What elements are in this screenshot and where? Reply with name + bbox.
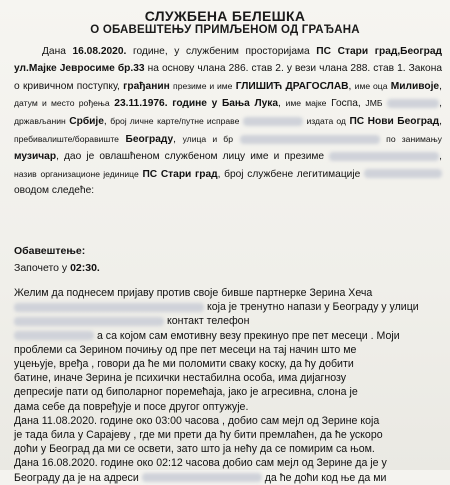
redacted-street [240, 135, 380, 144]
date-value: 16.08.2020. [72, 46, 127, 57]
station-value: ПС Стари град,Београд [316, 46, 442, 57]
document-subtitle: О ОБАВЕШТЕЊУ ПРИМЉЕНОМ ОД ГРАЂАНА [90, 24, 360, 36]
started-time: 02:30. [70, 262, 100, 274]
redacted-street-2 [14, 317, 164, 326]
mother-value: Госпа [331, 98, 358, 110]
city-value: Београду [125, 133, 174, 145]
redacted-line [14, 303, 204, 312]
address-value: ул.Мајке Јевросиме бр.33 [14, 62, 145, 74]
started-line: Започето у 02:30. [14, 262, 100, 274]
statement-text: Желим да поднесем пријаву против своје бивше партнерке Зерина Хеча која је тренутно напази у Београду у улици контакт телефон а са којом сам емотивну везу прекинуо пре пет месеци . Моји проблеми са Зерином почињу од пре пет месеци на тај начин што ме уцењује, вређа , говори да ће ми поломити сваку коску, да ћу добити батине, иначе Зерина је психички нестабилна особа, има дијагнозу депресије пати од биполарног поремећаја, јако је агресивна, слона је дама себе да повређује и посе другог оптужује. Дана 11.08.2020. године око 03:00 часова , добио сам мејл од Зерине која је тада била у Сарајеву , где ми прети да ћу бити премлаћен, да ће ускоро доћи у Београд да ми се освети, зато што ја нећу да се помирим са њом. Дана 16.08.2020. године око 02:12 часова добио сам мејл од Зерине да је у Београду да је на адреси да ће доћи код ње да ми [14, 287, 419, 484]
redacted-id-number [243, 117, 303, 126]
redacted-jmbg [387, 99, 439, 108]
citizenship-value: Србије [69, 116, 104, 128]
birth-value: 23.11.1976. [114, 98, 168, 110]
redacted-address [142, 473, 262, 482]
occupation-value: музичар [14, 150, 57, 162]
issuer-value: ПС Нови Београд [349, 116, 440, 128]
redacted-badge-number [364, 169, 442, 178]
notice-label: Обавештење: [14, 245, 86, 257]
redacted-officer-name [329, 152, 439, 161]
redacted-phone [14, 331, 94, 340]
unit-value: ПС Стари град [142, 168, 218, 180]
intro-paragraph: Дана 16.08.2020. године, у службеним просторијама ПС Стари град,Београд ул.Мајке Јевросиме бр.33 на основу члана 286. став 2. у вези члана 288. став 1. Закона о кривичном поступку, грађанин презиме и име ГЛИШИЋ ДРАГОСЛАВ, име оца Миливоје, датум и место рођења 23.11.1976. године у Бања Лука, име мајке Госпа, ЈМБ , држављанин Србије, број личне карте/путне исправе издата од ПС Нови Београд, пребивалиште/боравиште Београду, улица и бр по занимању музичар, дао је овлашћеном службеном лицу име и презиме , назив организационе јединице ПС Стари град, број службене легитимације оводом следеће: [14, 46, 442, 197]
document-title: СЛУЖБЕНА БЕЛЕШКА [144, 8, 306, 24]
birthplace-value: Бања Лука [221, 98, 279, 110]
father-value: Миливоје [390, 80, 440, 92]
name-value: ГЛИШИЋ ДРАГОСЛАВ [235, 80, 349, 92]
